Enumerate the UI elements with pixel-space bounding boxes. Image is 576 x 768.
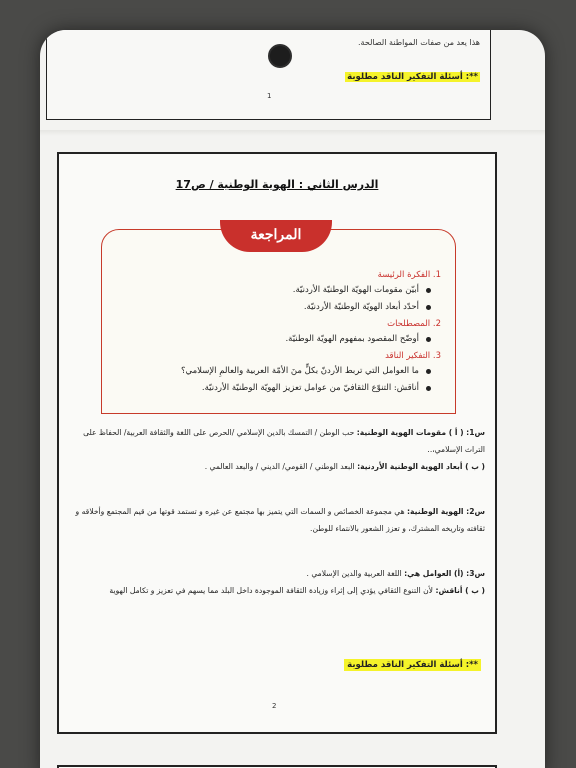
answer-q2 xyxy=(67,503,485,537)
answer-q1a xyxy=(67,424,485,458)
review-item: أناقش: التنوّع الثقافيّ من عوامل تعزيز الهويّة الوطنيّة الأردنيّة. xyxy=(121,383,431,393)
previous-page-text: هذا يعد من صفات المواطنة الصالحة. xyxy=(357,38,480,47)
answer-q3a xyxy=(67,565,485,582)
review-content xyxy=(121,266,441,400)
answer-q1b xyxy=(67,458,485,475)
previous-page-highlight: **: أسئلة التفكير الناقد مطلوبة xyxy=(347,72,478,82)
spacer xyxy=(67,475,485,503)
answer-label: س2: الهوية الوطنية: xyxy=(407,507,485,516)
review-heading-main-idea: 1. الفكرة الرئيسة xyxy=(377,270,441,280)
review-item: أبيّن مقومات الهويّة الوطنيّة الأردنيّة. xyxy=(121,285,431,295)
review-tab: المراجعة xyxy=(220,220,332,252)
previous-page-number: 1 xyxy=(267,92,272,100)
front-camera xyxy=(268,44,292,68)
previous-page xyxy=(46,30,491,120)
answer-text: البعد الوطني / القومي/ الديني / والبعد العالمي . xyxy=(204,462,355,471)
review-box xyxy=(101,229,456,414)
answer-text: اللغة العربية والدين الإسلامي . xyxy=(306,569,402,578)
review-item: ما العوامل التي تربط الأردنّ بكلٍّ منَ الأمّة العربية والعالمِ الإسلامي؟ xyxy=(121,366,431,376)
phone-screen xyxy=(40,30,545,768)
spacer xyxy=(67,537,485,565)
answer-label: ( ب ) أبعاد الهوية الوطنية الأردنية: xyxy=(357,462,485,471)
critical-thinking-note: **: أسئلة التفكير الناقد مطلوبة xyxy=(344,659,481,671)
review-item: أحدّد أبعاد الهويّة الوطنيّة الأردنيّة. xyxy=(121,302,431,312)
review-heading-terms: 2. المصطلحات xyxy=(387,319,441,329)
lesson-title: الدرس الثاني : الهوية الوطنية / ص17 xyxy=(175,178,379,191)
answer-text: لأن التنوع الثقافي يؤدي إلى إثراء وزيادة الثقافة الموجودة داخل البلد مما يسهم في تعزيز و تكامل الهوية xyxy=(109,586,434,595)
answer-q3b xyxy=(67,582,485,599)
review-heading-critical-thinking: 3. التفكير الناقد xyxy=(385,351,441,361)
document-page xyxy=(57,152,497,734)
page-gap xyxy=(40,130,545,136)
answer-text: حب الوطن / التمسك بالدين الإسلامي /الحرص على اللغة والثقافة العربية/ الحفاظ على التراث الإسلامي،.. xyxy=(83,428,485,454)
answer-label: س3: (أ) العوامل هي: xyxy=(404,569,485,578)
review-item: أوضّح المقصود بمفهوم الهويّة الوطنيّة. xyxy=(121,334,431,344)
answer-label: س1: ( أ ) مقومات الهوية الوطنية: xyxy=(356,428,485,437)
answer-text: هي مجموعة الخصائص و السمات التي يتميز بها مجتمع عن غيره و تستمد قوتها من قيم المجتمع وأخلاقه و ثقافته وتاريخه المشترك، و تعزز الشعور بالانتماء للوطن. xyxy=(75,507,485,533)
answers-block xyxy=(67,424,485,599)
answer-label: ( ب ) أناقش: xyxy=(435,586,485,595)
page-number: 2 xyxy=(272,702,277,710)
